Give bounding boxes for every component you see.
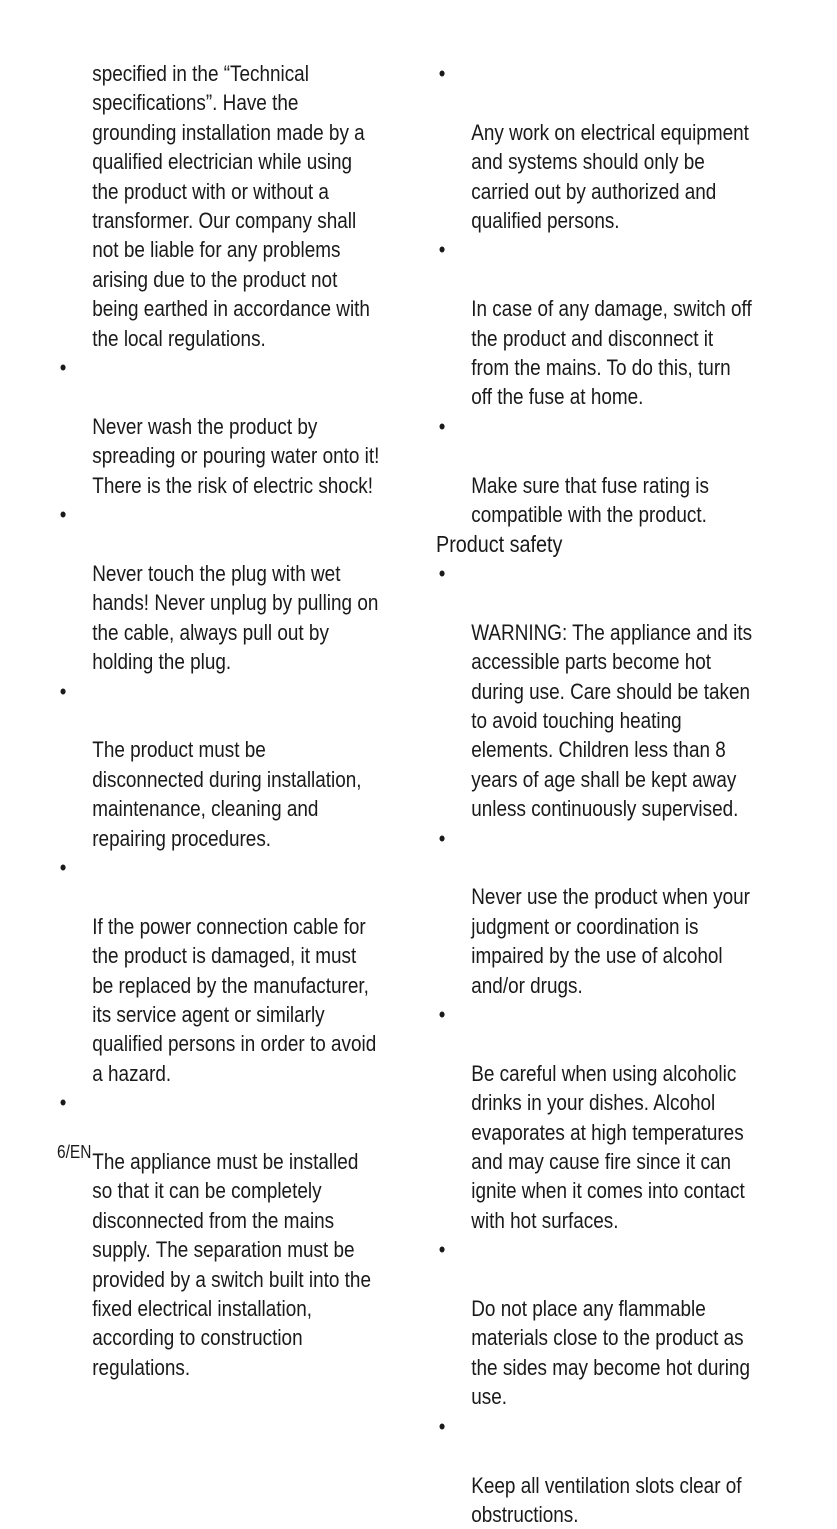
list-item-text: Any work on electrical equipment and systems should only be carried out by authorized and qualified persons. (471, 119, 749, 234)
bullet-icon (436, 235, 448, 264)
bullet-icon (436, 1235, 448, 1264)
list-item-text: If the power connection cable for the product is damaged, it must be replaced by the manufacturer, its service agent or similarly qualified persons in order to avoid a hazard. (92, 913, 377, 1086)
right-bullet-list-bottom (436, 559, 780, 1529)
section-heading-product-safety: Product safety (436, 530, 563, 557)
list-item-text: Keep all ventilation slots clear of obstructions. (471, 1472, 742, 1527)
list-item-text: Do not place any flammable materials close to the product as the sides may become hot during use. (471, 1296, 750, 1410)
list-item-text: WARNING: The appliance and its accessible parts become hot during use. Care should be taken to avoid touching heating elements. Children less than 8 years of age shall be kept away unless continuously supervised. (471, 619, 753, 822)
list-item-text: Be careful when using alcoholic drinks in your dishes. Alcohol evaporates at high temperatures and may cause fire since it can ignite when it comes into contact with hot surfaces. (471, 1060, 745, 1233)
list-item (436, 1412, 780, 1529)
page-number: 6/EN (57, 1142, 92, 1162)
list-item (57, 677, 384, 853)
continued-paragraph: specified in the “Technical specifications”. Have the grounding installation made by a qualified electrician while using the product with or without a transformer. Our company shall not be liable for any problems arising due to the product not being earthed in accordance with the local regulations. (92, 61, 370, 351)
bullet-icon (436, 1000, 448, 1029)
bullet-icon (436, 59, 448, 88)
list-item-text: In case of any damage, switch off the product and disconnect it from the mains. To do this, turn off the fuse at home. (471, 296, 752, 410)
bullet-icon (57, 353, 69, 382)
list-item (57, 1088, 384, 1382)
list-item (436, 412, 780, 530)
list-item (436, 824, 780, 1000)
bullet-icon (57, 500, 69, 529)
list-item-text: Never use the product when your judgment or coordination is impaired by the use of alcohol and/or drugs. (471, 884, 750, 998)
list-item (57, 853, 384, 1088)
list-item (436, 1000, 780, 1235)
right-bullet-list-top (436, 59, 780, 530)
list-item (436, 235, 780, 411)
list-item-text: Make sure that fuse rating is compatible with the product. (471, 472, 709, 528)
bullet-icon (436, 559, 448, 588)
list-item (436, 59, 780, 235)
list-item (436, 559, 780, 824)
bullet-icon (57, 853, 69, 882)
list-item-text: Never touch the plug with wet hands! Never unplug by pulling on the cable, always pull out by holding the plug. (92, 560, 379, 675)
bullet-icon (57, 1088, 69, 1117)
list-item (436, 1235, 780, 1411)
list-item-text: The product must be disconnected during installation, maintenance, cleaning and repairing procedures. (92, 737, 362, 851)
bullet-icon (436, 412, 448, 441)
bullet-icon (436, 824, 448, 853)
list-item (57, 500, 384, 676)
left-column (57, 59, 384, 1382)
bullet-icon (57, 677, 69, 706)
list-item-text: The appliance must be installed so that it can be completely disconnected from the mains supply. The separation must be provided by a switch built into the fixed electrical installation, according to construction regulations. (92, 1149, 371, 1380)
bullet-icon (436, 1412, 448, 1441)
list-item-text: Never wash the product by spreading or pouring water onto it! There is the risk of electric shock! (92, 413, 380, 498)
right-column (436, 59, 780, 1529)
list-item (57, 353, 384, 500)
left-bullet-list (57, 353, 384, 1382)
